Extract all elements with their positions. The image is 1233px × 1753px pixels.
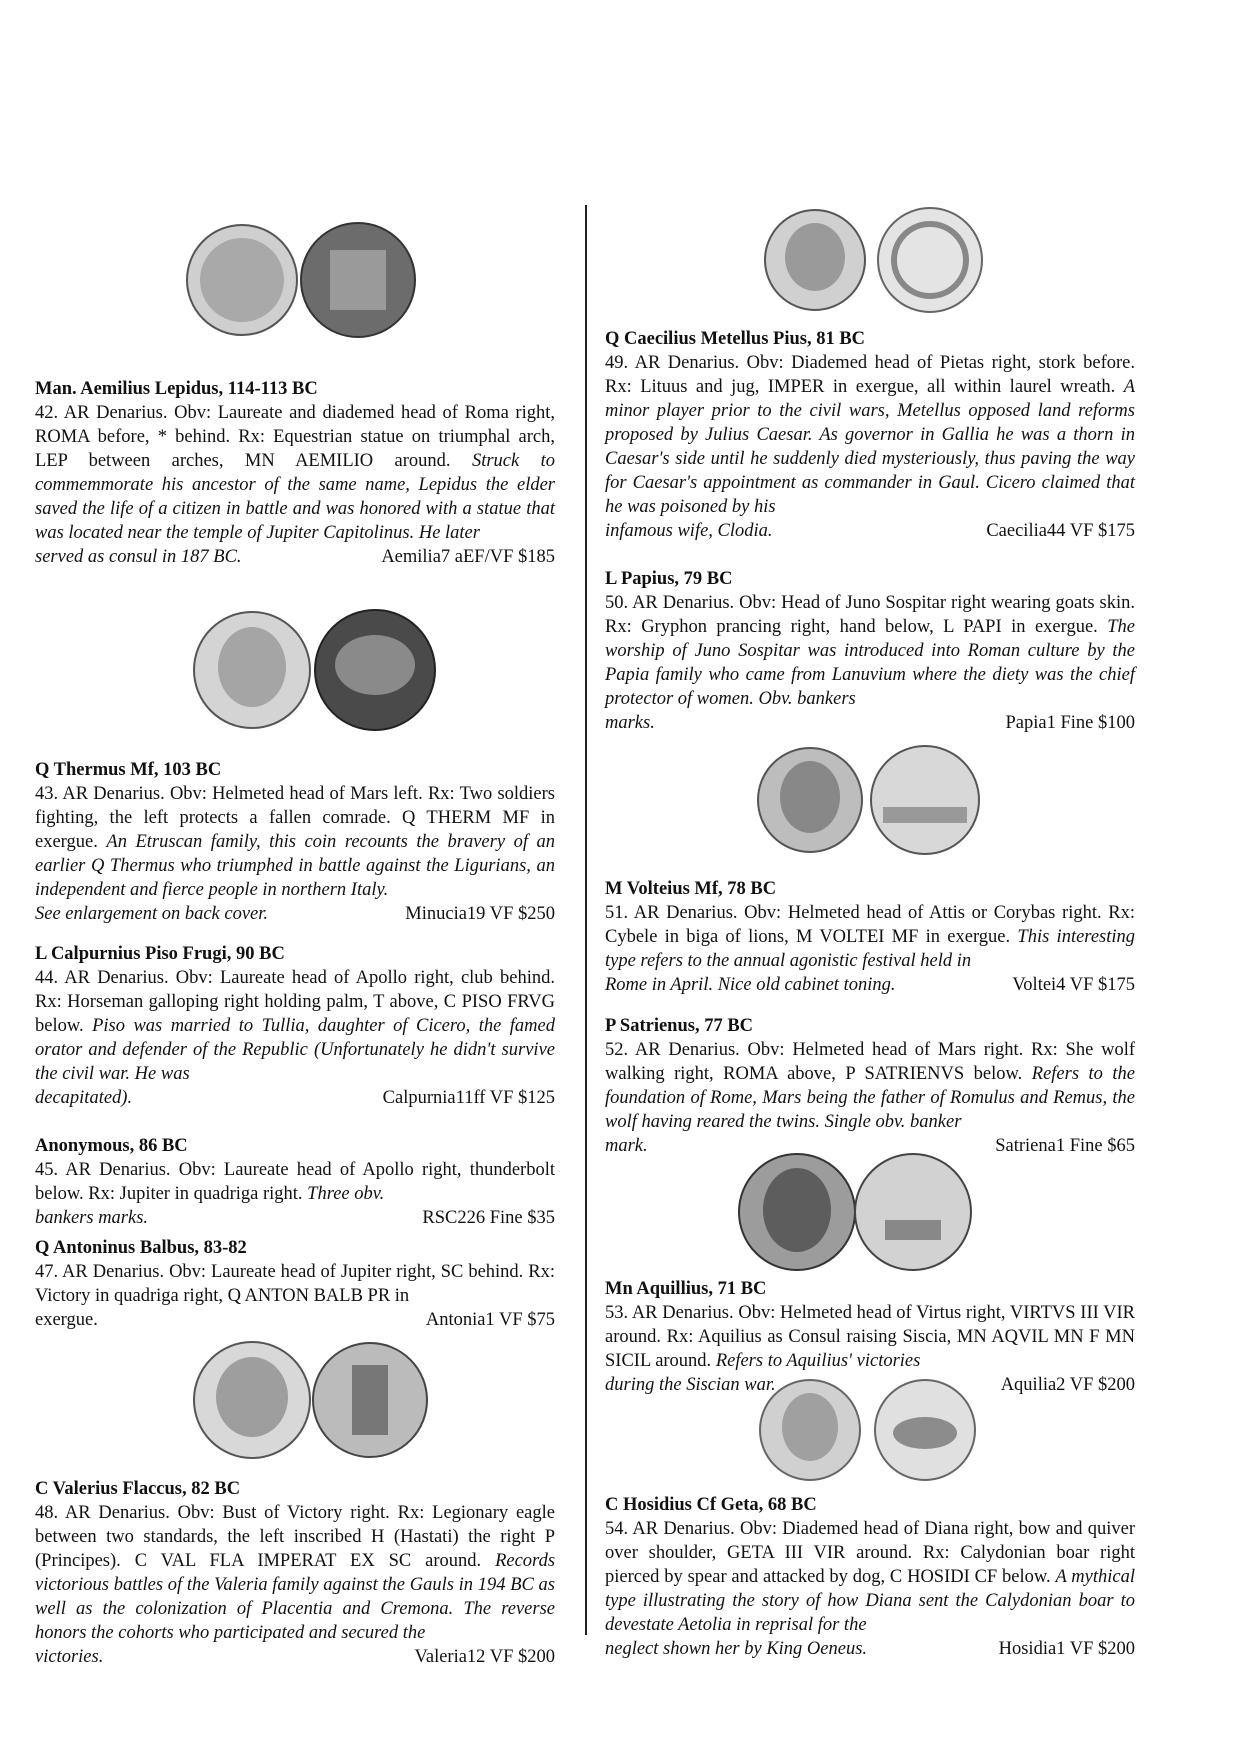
entry-price: Aquilia2 VF $200: [1000, 1375, 1135, 1395]
entry-title: Man. Aemilius Lepidus, 114-113 BC: [35, 379, 318, 399]
entry-description-end: decapitated).: [35, 1088, 133, 1108]
entry-calpurnius: [35, 942, 555, 1110]
entry-title: C Valerius Flaccus, 82 BC: [35, 1479, 241, 1499]
entry-body: 53. AR Denarius. Obv: Helmeted head of Virtus right, VIRTVS III VIR around. Rx: Aquilius as Consul raising Siscia, MN AQVIL MN F MN SICIL around.: [605, 1303, 1135, 1371]
entry-valerius: [35, 1477, 555, 1669]
entry-antoninus: [35, 1236, 555, 1332]
entry-title: P Satrienus, 77 BC: [605, 1016, 754, 1036]
entry-description: Struck to commemmorate his ancestor of the same name, Lepidus the elder saved the life of a citizen in battle and was honored with a statue that was located near the temple of Jupiter Capitolinus. He later: [35, 451, 556, 543]
entry-price: Minucia19 VF $250: [405, 904, 555, 924]
entry-price: Calpurnia11ff VF $125: [382, 1088, 555, 1108]
entry-satrienus: [605, 1014, 1135, 1158]
entry-price: Satriena1 Fine $65: [995, 1136, 1135, 1156]
entry-description: A mythical type illustrating the story of how Diana sent the Calydonian boar to devestate Aetolia in reprisal for the: [605, 1567, 1136, 1635]
entry-description: Three obv.: [307, 1184, 385, 1204]
entry-description-end: Rome in April. Nice old cabinet toning.: [605, 975, 896, 995]
entry-body: 47. AR Denarius. Obv: Laureate head of Jupiter right, SC behind. Rx: Victory in quadriga right, Q ANTON BALB PR in: [35, 1262, 555, 1306]
entry-aemilius: [35, 377, 555, 569]
entry-papius: [605, 567, 1135, 735]
coin-image-caecilius: [760, 205, 990, 315]
entry-description-end: neglect shown her by King Oeneus.: [605, 1639, 868, 1659]
coin-image-satrienus: [735, 1150, 975, 1275]
entry-price: RSC226 Fine $35: [422, 1208, 555, 1228]
coin-image-aemilius: [180, 215, 420, 345]
entry-body: 50. AR Denarius. Obv: Head of Juno Sospitar right wearing goats skin. Rx: Gryphon prancing right, hand below, L PAPI in exergue.: [605, 593, 1135, 637]
entry-description-end: served as consul in 187 BC.: [35, 547, 242, 567]
entry-title: L Papius, 79 BC: [605, 569, 733, 589]
coin-image-volteius: [755, 745, 985, 855]
entry-body: 54. AR Denarius. Obv: Diademed head of Diana right, bow and quiver over shoulder, GETA III VIR around. Rx: Calydonian boar right pierced by spear and attacked by dog, C HOSIDI CF below.: [605, 1519, 1135, 1587]
entry-title: M Volteius Mf, 78 BC: [605, 879, 777, 899]
entry-description-end: marks.: [605, 713, 655, 733]
entry-body: 48. AR Denarius. Obv: Bust of Victory right. Rx: Legionary eagle between two standards, the left inscribed H (Hastati) the right P (Principes). C VAL FLA IMPERAT EX SC around.: [35, 1503, 555, 1571]
entry-description: Refers to Aquilius' victories: [715, 1351, 921, 1371]
entry-price: Caecilia44 VF $175: [986, 521, 1135, 541]
entry-title: Q Antoninus Balbus, 83-82: [35, 1238, 247, 1258]
coin-image-thermus: [190, 605, 440, 735]
entry-description: The worship of Juno Sospitar was introduced into Roman culture by the Papia family who came from Lanuvium where the diety was the chief protector of women. Obv. bankers: [605, 617, 1136, 709]
entry-price: Valeria12 VF $200: [414, 1647, 555, 1667]
entry-hosidius: [605, 1493, 1135, 1661]
entry-body: 45. AR Denarius. Obv: Laureate head of Apollo right, thunderbolt below. Rx: Jupiter in quadriga right.: [35, 1160, 555, 1204]
entry-body: 43. AR Denarius. Obv: Helmeted head of Mars left. Rx: Two soldiers fighting, the left protects a fallen comrade. Q THERM MF in exergue.: [35, 784, 555, 852]
entry-body: 49. AR Denarius. Obv: Diademed head of Pietas right, stork before. Rx: Lituus and jug, IMPER in exergue, all within laurel wreath.: [605, 353, 1135, 397]
entry-description: Refers to the foundation of Rome, Mars being the father of Romulus and Remus, the wolf having reared the twins. Single obv. banker: [605, 1064, 1135, 1132]
entry-title: L Calpurnius Piso Frugi, 90 BC: [35, 944, 285, 964]
entry-price: Aemilia7 aEF/VF $185: [381, 547, 555, 567]
column-divider: [585, 205, 587, 1635]
entry-description-end: bankers marks.: [35, 1208, 149, 1228]
entry-description-end: infamous wife, Clodia.: [605, 521, 773, 541]
entry-price: Hosidia1 VF $200: [998, 1639, 1135, 1659]
entry-anonymous: [35, 1134, 555, 1230]
entry-price: Voltei4 VF $175: [1012, 975, 1135, 995]
entry-body: 52. AR Denarius. Obv: Helmeted head of Mars right. Rx: She wolf walking right, ROMA above, P SATRIENVS below.: [605, 1040, 1135, 1084]
entry-description: This interesting type refers to the annual agonistic festival held in: [605, 927, 1136, 971]
entry-volteius: [605, 877, 1135, 997]
entry-description-end: See enlargement on back cover.: [35, 904, 269, 924]
entry-title: Q Thermus Mf, 103 BC: [35, 760, 222, 780]
entry-thermus: [35, 758, 555, 926]
entry-title: Anonymous, 86 BC: [35, 1136, 188, 1156]
entry-caecilius: [605, 327, 1135, 543]
entry-body: 42. AR Denarius. Obv: Laureate and diademed head of Roma right, ROMA before, * behind. Rx: Equestrian statue on triumphal arch, LEP between arches, MN AEMILIO around.: [35, 403, 555, 471]
entry-aquillius: [605, 1277, 1135, 1397]
entry-price: Antonia1 VF $75: [425, 1310, 555, 1330]
entry-description: Records victorious battles of the Valeria family against the Gauls in 194 BC as well as the colonization of Placentia and Cremona. The reverse honors the cohorts who participated and secured the: [35, 1551, 556, 1643]
entry-description-end: victories.: [35, 1647, 104, 1667]
entry-description: An Etruscan family, this coin recounts the bravery of an earlier Q Thermus who triumphed in battle against the Ligurians, an independent and fierce people in northern Italy.: [35, 832, 556, 900]
entry-description: A minor player prior to the civil wars, Metellus opposed land reforms proposed by Julius Caesar. As governor in Gallia he was a thorn in Caesar's side until he suddenly died mysteriously, thus paving the way for Caesar's appointment as commander in Gaul. Cicero claimed that he was poisoned by his: [605, 377, 1136, 517]
entry-price: Papia1 Fine $100: [1005, 713, 1135, 733]
entry-description-end: exergue.: [35, 1310, 98, 1330]
entry-body: 51. AR Denarius. Obv: Helmeted head of Attis or Corybas right. Rx: Cybele in biga of lions, M VOLTEI MF in exergue.: [605, 903, 1135, 947]
entry-body: 44. AR Denarius. Obv: Laureate head of Apollo right, club behind. Rx: Horseman galloping right holding palm, T above, C PISO FRVG below.: [35, 968, 555, 1036]
coin-image-antoninus: [190, 1335, 430, 1465]
entry-title: Q Caecilius Metellus Pius, 81 BC: [605, 329, 866, 349]
entry-description-end: during the Siscian war.: [605, 1375, 776, 1395]
entry-description-end: mark.: [605, 1136, 648, 1156]
entry-description: Piso was married to Tullia, daughter of Cicero, the famed orator and defender of the Republic (Unfortunately he didn't survive the civil war. He was: [35, 1016, 555, 1084]
entry-title: C Hosidius Cf Geta, 68 BC: [605, 1495, 817, 1515]
entry-title: Mn Aquillius, 71 BC: [605, 1279, 767, 1299]
